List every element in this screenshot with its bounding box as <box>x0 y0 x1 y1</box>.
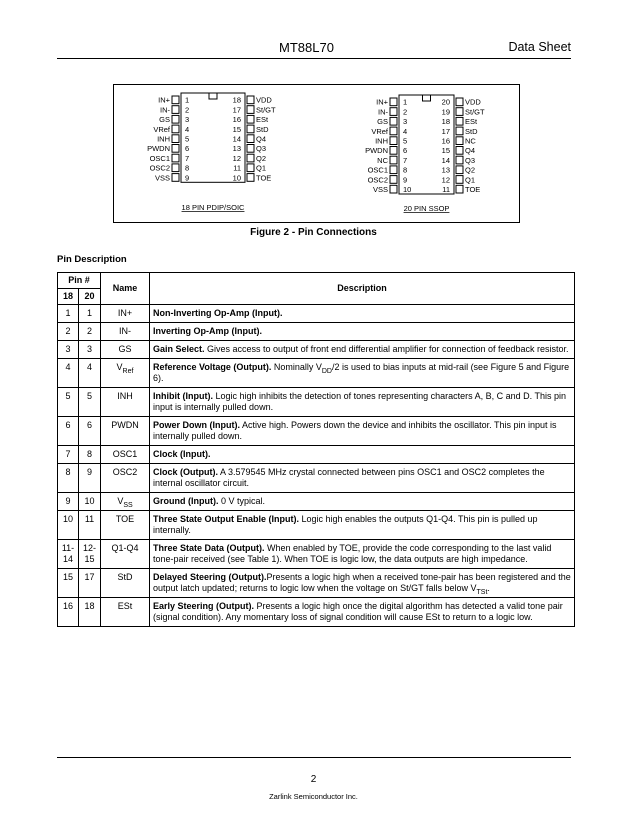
table-row <box>58 540 575 569</box>
table-row <box>58 388 575 417</box>
pin-pad <box>172 135 179 143</box>
table-row <box>58 305 575 323</box>
pin-label: GS <box>159 115 170 125</box>
pin-number: 16 <box>441 136 450 146</box>
pin-pad <box>172 164 179 172</box>
table-row <box>58 417 575 446</box>
pin-label: IN- <box>378 107 388 117</box>
pin-description-cell: Early Steering (Output). Presents a logic high once the digital algorithm has detected a valid tone pair (signal condition). Any momentary loss of signal condition will cause ESt to return to a logic low. <box>150 598 575 627</box>
pin-pad <box>390 147 397 155</box>
pin-20-cell: 8 <box>79 446 101 464</box>
pin-pad <box>172 115 179 123</box>
pin-number: 17 <box>232 105 241 115</box>
pin-20-cell: 9 <box>79 464 101 493</box>
pin-pad <box>172 154 179 162</box>
pin-label: ESt <box>465 117 478 127</box>
pin-label: OSC1 <box>149 153 170 163</box>
pin-pad <box>247 106 254 114</box>
pin-18-cell: 8 <box>58 464 79 493</box>
pin-label: VSS <box>372 185 388 194</box>
pin-description-cell: Gain Select. Gives access to output of front end differential amplifier for connection of feedback resistor. <box>150 341 575 359</box>
pin-pad <box>390 108 397 116</box>
pin-pad <box>456 185 463 193</box>
pin-pad <box>247 145 254 153</box>
pin-pad <box>247 96 254 104</box>
figure-caption: Figure 2 - Pin Connections <box>250 227 377 238</box>
pin-label: VDD <box>256 95 272 105</box>
pin-label: ESt <box>256 115 269 125</box>
pin-20-cell: 17 <box>79 569 101 598</box>
header-pin-number: Pin # <box>58 273 101 289</box>
pin-number: 17 <box>441 126 450 136</box>
table-row <box>58 511 575 540</box>
pin-20-cell: 2 <box>79 323 101 341</box>
header-20-pin: 20 <box>79 289 101 305</box>
pin-18-cell: 4 <box>58 359 79 388</box>
pin-label: OSC1 <box>367 165 388 175</box>
pin-number: 8 <box>403 165 408 175</box>
pin-label: IN+ <box>158 95 170 105</box>
pin-label: GS <box>377 117 388 127</box>
table-row <box>58 323 575 341</box>
table-row <box>58 359 575 388</box>
header-description: Description <box>150 273 575 305</box>
table-row <box>58 341 575 359</box>
pin-label: VRef <box>153 124 170 134</box>
pin-number: 7 <box>403 155 408 165</box>
pin-20-cell: 18 <box>79 598 101 627</box>
pin-18-cell: 1 <box>58 305 79 323</box>
pin-18-cell: 6 <box>58 417 79 446</box>
pin-number: 12 <box>232 153 241 163</box>
pin-label: Q4 <box>465 146 476 156</box>
pin-pad <box>390 98 397 106</box>
pin-label: Q2 <box>256 153 267 163</box>
pin-number: 4 <box>185 124 190 134</box>
pin-label: INH <box>157 134 170 144</box>
pin-number: 11 <box>233 163 241 173</box>
pin-number: 3 <box>403 117 408 127</box>
pin-pad <box>456 156 463 164</box>
pin-name-cell: OSC2 <box>101 464 150 493</box>
pin-18-cell: 2 <box>58 323 79 341</box>
pin-number: 8 <box>185 163 190 173</box>
pin-number: 18 <box>232 95 241 105</box>
pin-name-cell: IN+ <box>101 305 150 323</box>
pin-pad <box>247 125 254 133</box>
document-title: MT88L70 <box>279 40 334 55</box>
pin-18-cell: 15 <box>58 569 79 598</box>
pin-label: Q1 <box>256 163 267 173</box>
pin-18-cell: 7 <box>58 446 79 464</box>
pin-description-cell: Three State Output Enable (Input). Logic high enables the outputs Q1-Q4. This pin is pulled up internally. <box>150 511 575 540</box>
package-label: 20 PIN SSOP <box>403 204 450 213</box>
pin-name-cell: PWDN <box>101 417 150 446</box>
pin-label: VRef <box>371 126 388 136</box>
pin-pad <box>247 135 254 143</box>
header-18-pin: 18 <box>58 289 79 305</box>
pin-label: IN+ <box>376 97 388 107</box>
pin-description-cell: Three State Data (Output). When enabled by TOE, provide the code corresponding to the last valid tone-pair received (see Table 1). When TOE is logic low, the data outputs are high impedance. <box>150 540 575 569</box>
pin-number: 5 <box>185 134 190 144</box>
pin-pad <box>247 174 254 182</box>
pin-number: 5 <box>403 136 408 146</box>
pin-pad <box>247 164 254 172</box>
pin-pad <box>456 117 463 125</box>
pin-20-cell: 6 <box>79 417 101 446</box>
section-heading: Pin Description <box>57 254 127 265</box>
pin-label: OSC2 <box>367 175 388 185</box>
pin-name-cell: Q1-Q4 <box>101 540 150 569</box>
pin-pad <box>172 96 179 104</box>
pin-name-cell: $V_{Ref}$ <box>101 359 150 388</box>
table-row <box>58 569 575 598</box>
pin-label: NC <box>377 155 388 165</box>
pin-description-cell: Power Down (Input). Active high. Powers down the device and inhibits the oscillator. This pin input is internally pulled down. <box>150 417 575 446</box>
pin-number: 20 <box>441 97 450 107</box>
pin-number: 2 <box>185 105 190 115</box>
pin-number: 6 <box>403 146 408 156</box>
pin-18-cell: 10 <box>58 511 79 540</box>
pin-pad <box>247 115 254 123</box>
pin-pad <box>390 156 397 164</box>
pin-20-cell: 11 <box>79 511 101 540</box>
pin-description-cell: Inverting Op-Amp (Input). <box>150 323 575 341</box>
pin-name-cell: OSC1 <box>101 446 150 464</box>
pin-number: 13 <box>441 165 450 175</box>
pin-number: 7 <box>185 153 190 163</box>
pin-description-cell: Inhibit (Input). Logic high inhibits the detection of tones representing characters A, B, C and D. This pin input is internally pulled down. <box>150 388 575 417</box>
pin-number: 9 <box>403 175 408 185</box>
pin-label: TOE <box>465 185 481 194</box>
pin-number: 19 <box>441 107 450 117</box>
pin-number: 14 <box>232 134 241 144</box>
pin-name-cell: TOE <box>101 511 150 540</box>
pin-pad <box>247 154 254 162</box>
pin-pad <box>390 137 397 145</box>
pin-label: StD <box>256 124 269 134</box>
pin-number: 6 <box>185 144 190 154</box>
pin-connection-figure <box>113 84 520 223</box>
pin-18-cell: 9 <box>58 493 79 511</box>
pin-label: Q4 <box>256 134 267 144</box>
pin-pad <box>172 174 179 182</box>
pin-20-cell: 1 <box>79 305 101 323</box>
company-name: Zarlink Semiconductor Inc. <box>269 792 358 801</box>
pin-number: 12 <box>441 175 450 185</box>
pin-pad <box>390 166 397 174</box>
pin-name-cell: StD <box>101 569 150 598</box>
pin-18-cell: 16 <box>58 598 79 627</box>
pin-number: 16 <box>232 115 241 125</box>
pin-description-cell: Reference Voltage (Output). Nominally $V_{DD}/2$ is used to bias inputs at mid-rail (see Figure 5 and Figure 6). <box>150 359 575 388</box>
pin-label: PWDN <box>147 144 170 154</box>
pin-number: 10 <box>403 185 412 194</box>
pin-label: PWDN <box>365 146 388 156</box>
pin-label: NC <box>465 136 476 146</box>
pin-description-table <box>57 272 575 627</box>
pin-name-cell: INH <box>101 388 150 417</box>
pin-pad <box>456 108 463 116</box>
pin-18-cell: 11-14 <box>58 540 79 569</box>
page-number: 2 <box>310 774 317 785</box>
pin-label: Q2 <box>465 165 476 175</box>
pin-name-cell: $V_{SS}$ <box>101 493 150 511</box>
pin-label: Q1 <box>465 175 476 185</box>
pin-number: 2 <box>403 107 408 117</box>
pin-label: VSS <box>154 173 170 183</box>
pin-20-cell: 12-15 <box>79 540 101 569</box>
pin-label: Q3 <box>256 144 267 154</box>
pin-description-cell: Delayed Steering (Output).Presents a logic high when a received tone-pair has been registered and the output latch updated; returns to logic low when the voltage on St/GT falls below $V_{TSt}$. <box>150 569 575 598</box>
pin-label: Q3 <box>465 155 476 165</box>
pin-number: 4 <box>403 126 408 136</box>
pin-number: 3 <box>185 115 190 125</box>
pin-number: 1 <box>403 97 408 107</box>
pin-pad <box>390 117 397 125</box>
pin-number: 18 <box>441 117 450 127</box>
pin-pad <box>456 137 463 145</box>
pin-pad <box>456 127 463 135</box>
pin-label: St/GT <box>256 105 276 115</box>
table-row <box>58 446 575 464</box>
pin-pad <box>390 185 397 193</box>
header-name: Name <box>101 273 150 305</box>
pin-diagram <box>114 85 519 222</box>
footer-rule <box>57 757 571 758</box>
document-type: Data Sheet <box>508 40 571 54</box>
pin-pad <box>172 145 179 153</box>
pin-description-cell: Clock (Output). A 3.579545 MHz crystal connected between pins OSC1 and OSC2 completes the internal oscillator circuit. <box>150 464 575 493</box>
pin-label: INH <box>375 136 388 146</box>
pin-number: 15 <box>441 146 450 156</box>
pin-pad <box>390 127 397 135</box>
pin-20-cell: 3 <box>79 341 101 359</box>
ic-notch <box>209 93 217 99</box>
pin-description-cell: Ground (Input). 0 V typical. <box>150 493 575 511</box>
pin-name-cell: ESt <box>101 598 150 627</box>
pin-number: 14 <box>441 155 450 165</box>
pin-pad <box>456 147 463 155</box>
pin-label: St/GT <box>465 107 485 117</box>
pin-20-cell: 10 <box>79 493 101 511</box>
pin-number: 10 <box>232 173 241 183</box>
pin-18-cell: 3 <box>58 341 79 359</box>
header-rule <box>57 58 571 59</box>
pin-label: OSC2 <box>149 163 170 173</box>
pin-20-cell: 5 <box>79 388 101 417</box>
pin-number: 15 <box>232 124 241 134</box>
ic-notch <box>423 95 431 101</box>
pin-pad <box>456 176 463 184</box>
pin-description-cell: Clock (Input). <box>150 446 575 464</box>
table-row <box>58 598 575 627</box>
pin-name-cell: IN- <box>101 323 150 341</box>
pin-pad <box>390 176 397 184</box>
pin-pad <box>172 125 179 133</box>
table-row <box>58 464 575 493</box>
pin-number: 11 <box>442 185 450 194</box>
pin-number: 9 <box>185 173 190 183</box>
package-label: 18 PIN PDIP/SOIC <box>181 203 245 212</box>
pin-20-cell: 4 <box>79 359 101 388</box>
pin-18-cell: 5 <box>58 388 79 417</box>
pin-label: TOE <box>256 173 272 183</box>
pin-pad <box>456 98 463 106</box>
pin-number: 13 <box>232 144 241 154</box>
pin-label: StD <box>465 126 478 136</box>
pin-number: 1 <box>185 95 190 105</box>
pin-description-cell: Non-Inverting Op-Amp (Input). <box>150 305 575 323</box>
pin-name-cell: GS <box>101 341 150 359</box>
pin-label: IN- <box>160 105 170 115</box>
table-row <box>58 493 575 511</box>
pin-pad <box>456 166 463 174</box>
pin-pad <box>172 106 179 114</box>
pin-label: VDD <box>465 97 481 107</box>
